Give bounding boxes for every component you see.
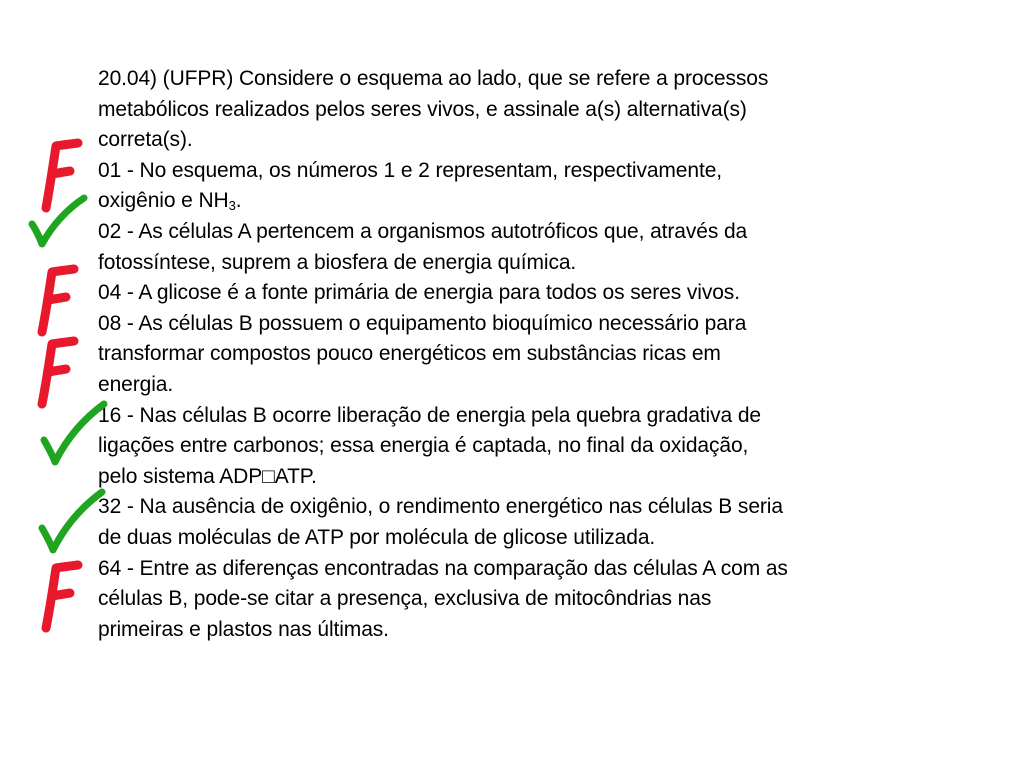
alternative-04-line: 04 - A glicose é a fonte primária de energia para todos os seres vivos. (98, 281, 740, 305)
question-intro-line: 20.04) (UFPR) Considere o esquema ao lado, que se refere a processos (98, 67, 769, 90)
alternative-08-line: energia. (98, 372, 174, 396)
alternative-16-line: ligações entre carbonos; essa energia é captada, no final da oxidação, (98, 434, 749, 458)
alternative-32-line: 32 - Na ausência de oxigênio, o rendimento energético nas células B seria (98, 495, 783, 519)
true-check-mark-02 (26, 194, 88, 250)
alternative-32-line: de duas moléculas de ATP por molécula de glicose utilizada. (98, 525, 656, 549)
alternative-16-line: 16 - Nas células B ocorre liberação de energia pela quebra gradativa de (98, 403, 761, 427)
alternative-01-line: 01 - No esquema, os números 1 e 2 representam, respectivamente, (98, 158, 723, 182)
true-check-mark-32 (36, 488, 106, 556)
alternative-01-period: . (235, 189, 242, 213)
alternative-01-line (98, 186, 968, 217)
alternative-64-line: células B, pode-se citar a presença, exclusiva de mitocôndrias nas (98, 587, 712, 611)
true-check-mark-16 (38, 400, 108, 468)
question-intro-line: metabólicos realizados pelos seres vivos, e assinale a(s) alternativa(s) (98, 97, 747, 121)
alternative-64-line: 64 - Entre as diferenças encontradas na comparação das células A com as (98, 556, 788, 580)
alternative-08-line: transformar compostos pouco energéticos em substâncias ricas em (98, 342, 721, 366)
alternative-01-text: oxigênio e NH (98, 189, 229, 213)
alternative-02-line: 02 - As células A pertencem a organismos autotróficos que, através da (98, 219, 748, 243)
subscript-3: 3 (228, 198, 236, 214)
question-intro-line: correta(s). (98, 128, 193, 152)
alternative-02-line: fotossíntese, suprem a biosfera de energia química. (98, 250, 577, 274)
false-mark-04 (30, 266, 78, 338)
question-text (98, 64, 968, 645)
alternative-08-line: 08 - As células B possuem o equipamento bioquímico necessário para (98, 311, 747, 335)
alternative-16-line: pelo sistema ADP□ATP. (98, 464, 317, 488)
false-mark-64 (34, 562, 82, 634)
alternative-64-line: primeiras e plastos nas últimas. (98, 617, 389, 641)
